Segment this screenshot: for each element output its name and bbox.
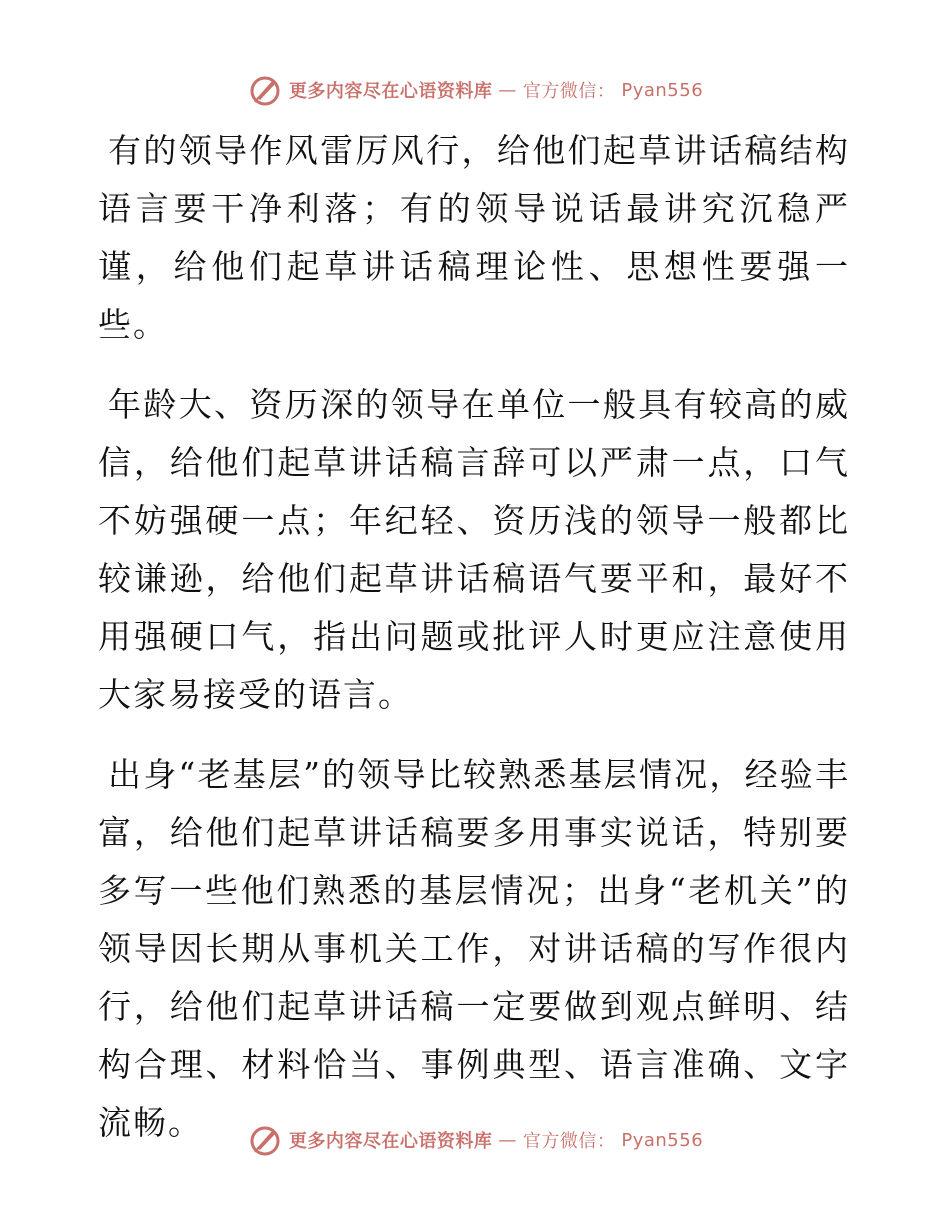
watermark-label: 官方微信： — [522, 1131, 616, 1152]
watermark-separator: — — [498, 1129, 517, 1151]
document-body — [98, 122, 850, 1174]
paragraph-3: 出身“老基层”的领导比较熟悉基层情况，经验丰富，给他们起草讲话稿要多用事实说话，特别要多写一些他们熟悉的基层情况；出身“老机关”的领导因长期从事机关工作，对讲话稿的写作很内行，给他们起草讲话稿一定要做到观点鲜明、结构合理、材料恰当、事例典型、语言准确、文字流畅。 — [98, 755, 850, 1142]
footer-watermark — [0, 1118, 950, 1162]
watermark-wechat-id: Pyan556 — [621, 79, 704, 101]
watermark-label: 官方微信： — [522, 81, 616, 102]
watermark-separator: — — [498, 79, 517, 101]
quill-logo-icon — [247, 72, 283, 108]
watermark-main-text: 更多内容尽在心语资料库 — [288, 1131, 493, 1152]
quill-logo-icon — [247, 1122, 283, 1158]
paragraph-2: 年龄大、资历深的领导在单位一般具有较高的威信，给他们起草讲话稿言辞可以严肃一点，口气不妨强硬一点；年纪轻、资历浅的领导一般都比较谦逊，给他们起草讲话稿语气要平和，最好不用强硬口气，指出问题或批评人时更应注意使用大家易接受的语言。 — [98, 385, 850, 714]
watermark-main-text: 更多内容尽在心语资料库 — [288, 81, 493, 102]
paragraph-1: 有的领导作风雷厉风行，给他们起草讲话稿结构语言要干净利落；有的领导说话最讲究沉稳严谨，给他们起草讲话稿理论性、思想性要强一些。 — [98, 131, 850, 344]
watermark-wechat-id: Pyan556 — [621, 1129, 704, 1151]
header-watermark — [0, 68, 950, 112]
